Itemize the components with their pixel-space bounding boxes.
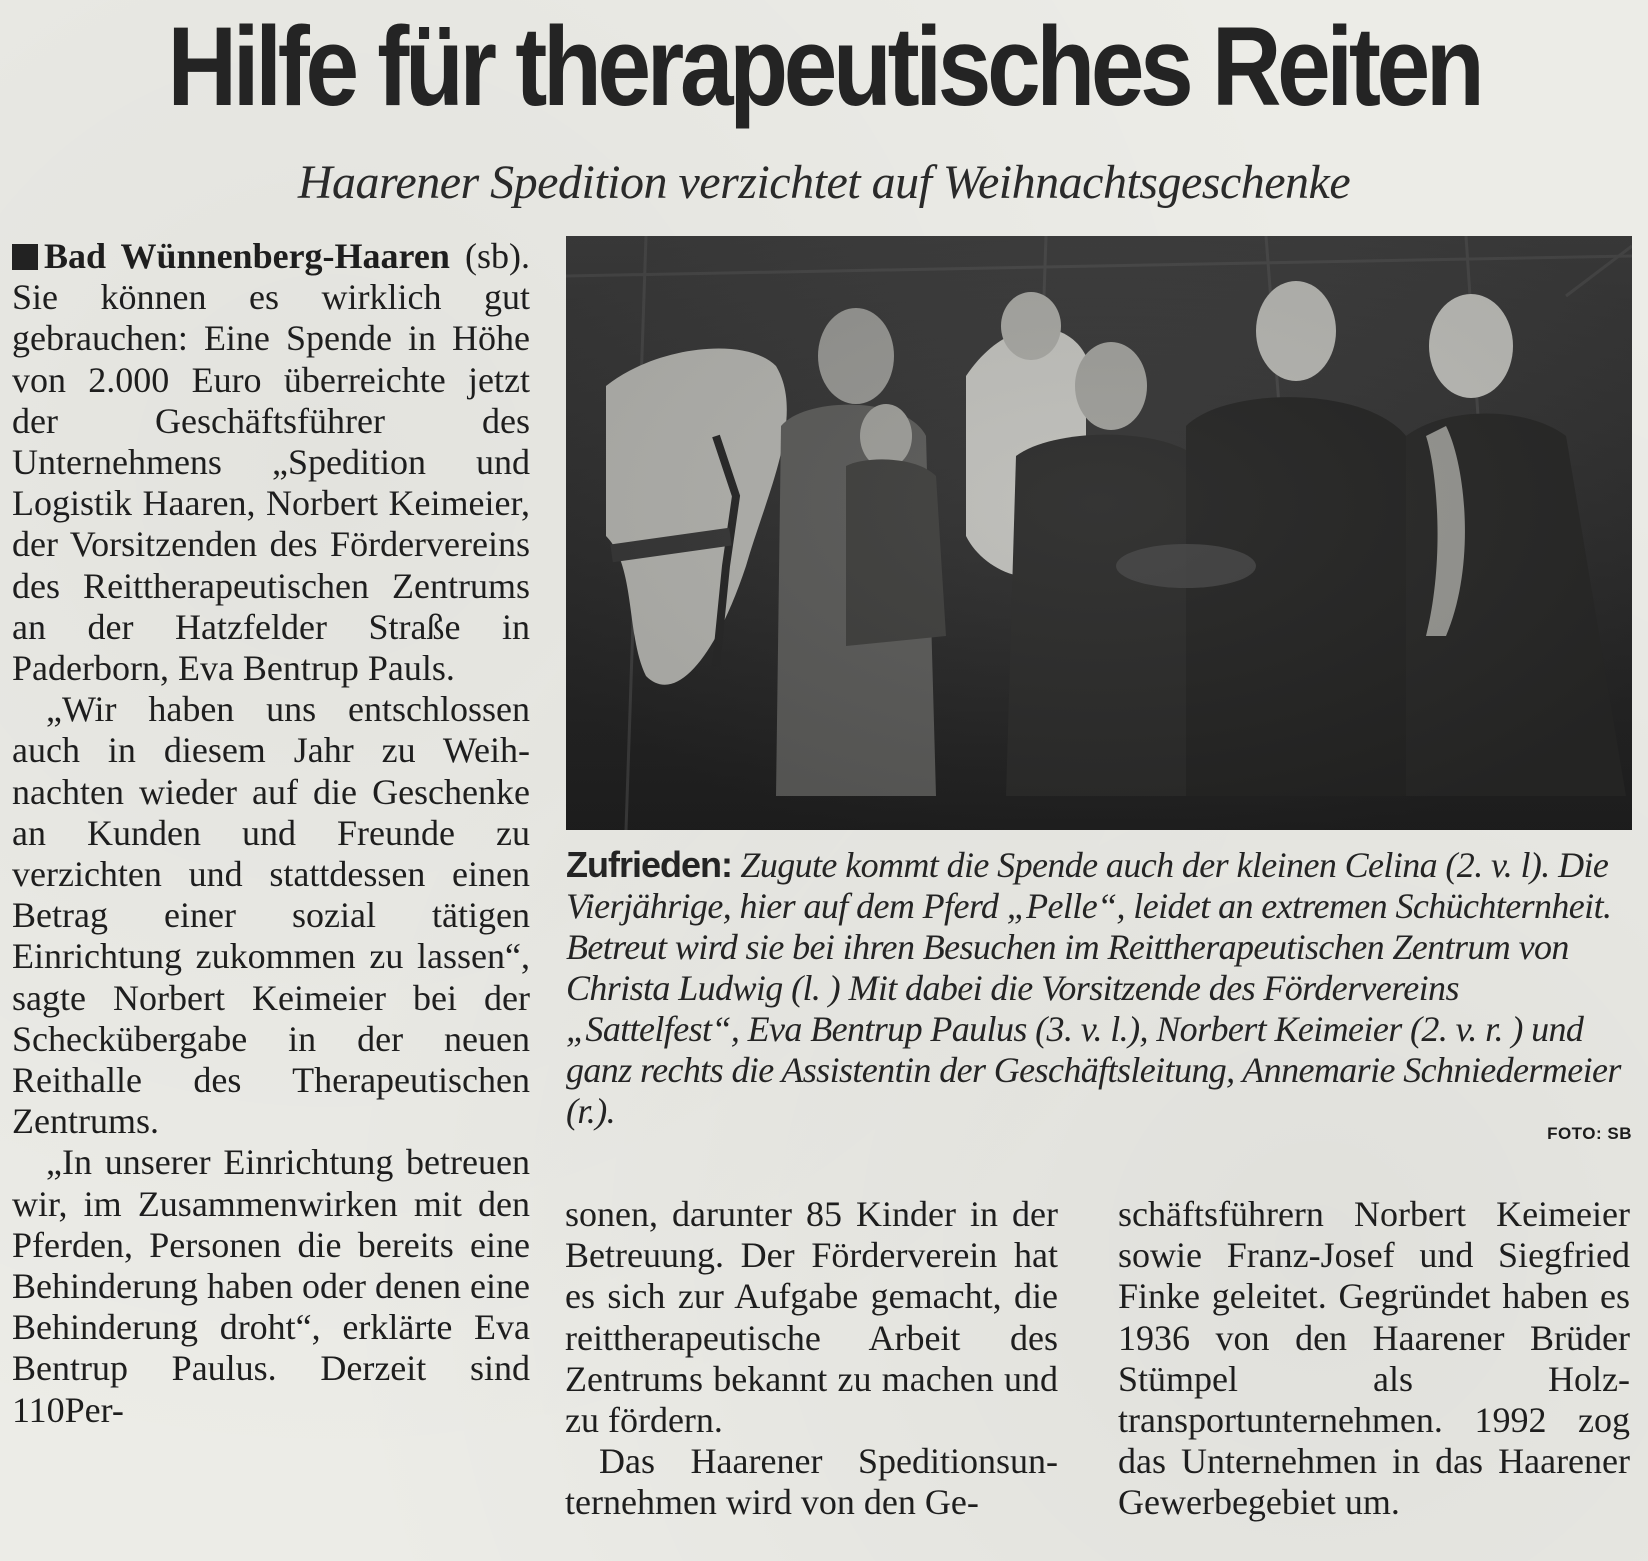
article-headline: Hilfe für therapeutisches Reiten xyxy=(167,4,1481,129)
photo-caption xyxy=(566,844,1636,1132)
caption-lead: Zufrieden: xyxy=(566,844,732,885)
paragraph: Das Haarener Speditionsunternehmen wird von den Ge- xyxy=(565,1441,1058,1523)
paragraph: „Wir haben uns entschlossen auch in diesem Jahr zu Weihnachten wieder auf die Geschenke an Kunden und Freunde zu verzichten und stattdessen einen Betrag einer sozial tätigen Einrichtung zukommen zu lassen“, sagte Norbert Keimeier bei der Scheckübergabe in der neuen Reithalle des Therapeutischen Zentrums. xyxy=(12,689,530,1142)
article-column-1 xyxy=(12,236,530,1431)
article-photo xyxy=(566,236,1632,830)
section-marker-icon xyxy=(12,244,38,270)
paragraph: schäftsführern Norbert Keimeier sowie Franz-Josef und Siegfried Finke geleitet. Gegründet haben es 1936 von den Haarener Brüder Stümpel als Holztransportunternehmen. 1992 zog das Unternehmen in das Haarener Gewerbegebiet um. xyxy=(1118,1194,1630,1523)
article-subheadline: Haarener Spedition verzichtet auf Weihnachtsgeschenke xyxy=(297,156,1351,209)
photo-credit: FOTO: SB xyxy=(1547,1124,1632,1143)
paragraph-text: (sb). Sie können es wirklich gut gebrauchen: Eine Spende in Höhe von 2.000 Euro überreichte jetzt der Geschäftsführer des Unternehmens „Spedition und Logistik Haaren, Norbert Keimeier, der Vorsitzenden des Fördervereins des Reittherapeutischen Zentrums an der Hatzfelder Straße in Paderborn, Eva Bentrup Pauls. xyxy=(12,236,530,689)
paragraph: sonen, darunter 85 Kinder in der Betreuung. Der Förderverein hat es sich zur Aufgabe gemacht, die reittherapeutische Arbeit des Zentrums bekannt zu machen und zu fördern. xyxy=(565,1194,1058,1441)
photo-illustration xyxy=(566,236,1632,830)
dateline: Bad Wünnenberg-Haaren xyxy=(44,236,450,276)
article-column-2 xyxy=(565,1194,1058,1524)
article-column-3 xyxy=(1118,1194,1630,1524)
paragraph: „In unserer Einrichtung betreuen wir, im Zusammenwirken mit den Pferden, Personen die bereits eine Behinderung haben oder denen eine Behinderung droht“, erklärte Eva Bentrup Paulus. Derzeit sind 110Per- xyxy=(12,1142,530,1430)
paragraph xyxy=(12,236,530,689)
caption-text: Zugute kommt die Spende auch der kleinen Celina (2. v. l). Die Vierjährige, hier auf dem Pferd „Pelle“, leidet an extremen Schüchternheit. Betreut wird sie bei ihren Besuchen im Reittherapeutischen Zentrum von Christa Ludwig (l. ) Mit dabei die Vorsitzende des Fördervereins „Sattelfest“, Eva Bentrup Paulus (3. v. l.), Norbert Keimeier (2. v. r. ) und ganz rechts die Assistentin der Geschäftsleitung, Annemarie Schniedermeier (r.). xyxy=(566,845,1621,1131)
